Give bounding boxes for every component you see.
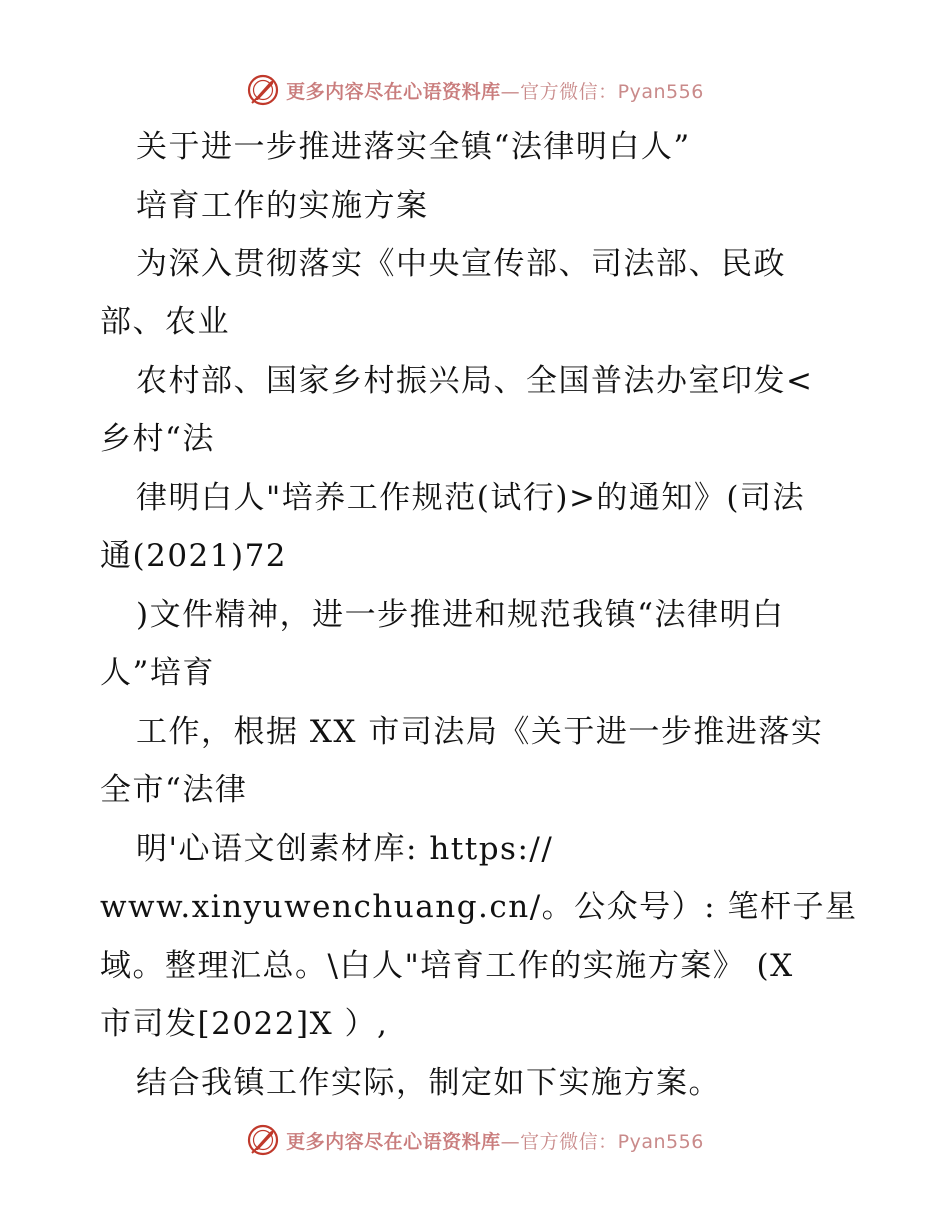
paragraph-line: 结合我镇工作实际，制定如下实施方案。 — [136, 1065, 721, 1101]
footer-watermark — [0, 1120, 950, 1160]
paragraph-line: 乡村“法 — [100, 421, 215, 457]
paragraph-line: 人”培育 — [100, 655, 215, 691]
paragraph-line: 律明白人"培养工作规范(试行)>的通知》(司法 — [136, 480, 806, 516]
document-title-line-2: 培育工作的实施方案 — [136, 188, 429, 224]
watermark-main-text: 更多内容尽在心语资料库 — [286, 80, 501, 103]
paragraph-line: 部、农业 — [100, 304, 230, 340]
paragraph-line: 通(2021)72 — [100, 538, 288, 574]
paragraph-line: 明'心语文创素材库: https:// — [136, 831, 554, 867]
paragraph-line: 为深入贯彻落实《中央宣传部、司法部、民政 — [136, 246, 786, 282]
document-title-line-1: 关于进一步推进落实全镇“法律明白人” — [136, 129, 691, 165]
paragraph-line: www.xinyuwenchuang.cn/。公众号）: 笔杆子星 — [100, 889, 858, 925]
watermark-separator: — — [500, 80, 521, 103]
paragraph-line: 农村部、国家乡村振兴局、全国普法办室印发< — [136, 363, 814, 399]
paragraph-line: 全市“法律 — [100, 772, 248, 808]
watermark-sub-text: 官方微信：Pyan556 — [520, 1130, 704, 1153]
paragraph-line: )文件精神，进一步推进和规范我镇“法律明白 — [136, 597, 785, 633]
quill-logo-icon — [246, 1123, 280, 1157]
watermark-text — [286, 1127, 704, 1154]
watermark-sub-text: 官方微信：Pyan556 — [520, 80, 704, 103]
watermark-main-text: 更多内容尽在心语资料库 — [286, 1130, 501, 1153]
paragraph-line: 域。整理汇总。\白人"培育工作的实施方案》 (X — [100, 948, 794, 984]
paragraph-line: 市司发[2022]X ）, — [100, 1006, 389, 1042]
watermark-separator: — — [500, 1130, 521, 1153]
paragraph-line: 工作，根据 XX 市司法局《关于进一步推进落实 — [136, 714, 824, 750]
